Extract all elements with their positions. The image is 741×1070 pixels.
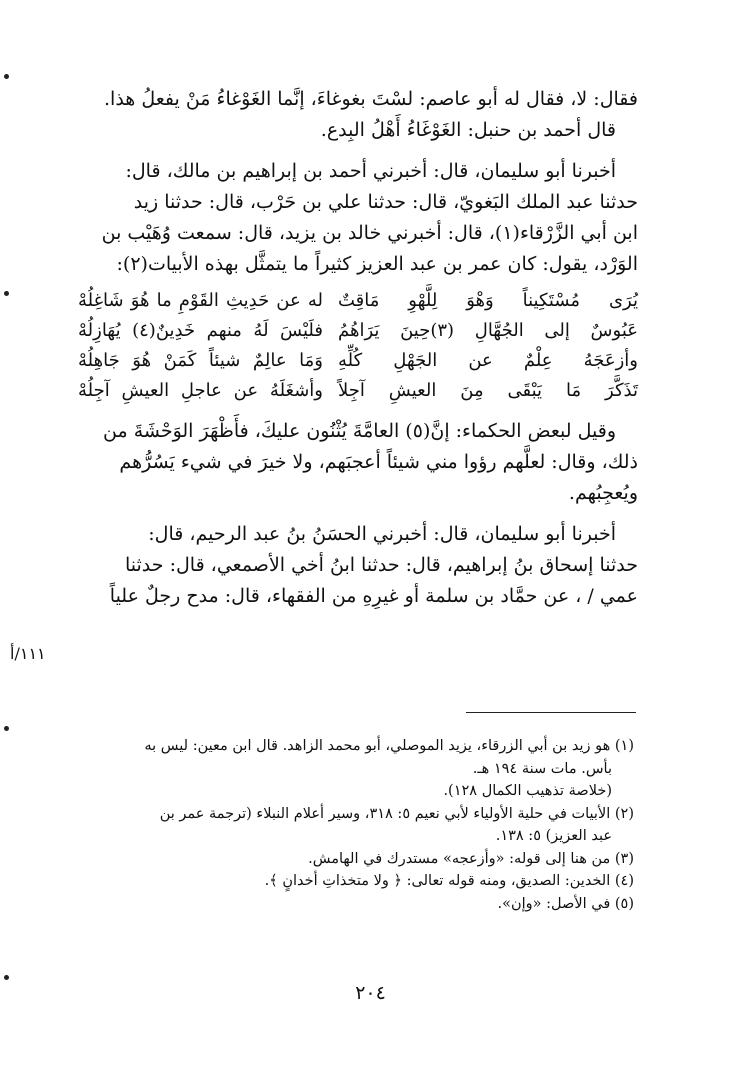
text-line: حدثنا إسحاق بنُ إبراهيم، قال: حدثنا ابنُ أخي الأصمعي، قال: حدثنا <box>125 554 638 576</box>
footnote-text: بأس. مات سنة ١٩٤ هـ. <box>472 760 612 777</box>
text-line: ابن أبي الزَّرْقاء(١)، قال: أخبرني خالد بن يزيد، قال: سمعت وُهَيْب بن <box>101 222 638 244</box>
footnotes <box>74 735 634 915</box>
text-line: أخبرنا أبو سليمان، قال: أخبرني أحمد بن إبراهيم بن مالك، قال: <box>125 160 616 182</box>
footnote-text: (١) هو زيد بن أبي الزرقاء، يزيد الموصلي، أبو محمد الزاهد. قال ابن معين: ليس به <box>144 738 634 754</box>
manuscript-folio-reference: ١١١/أ <box>10 644 46 663</box>
verse-line <box>78 376 638 406</box>
footnote-text: (٢) الأبيات في حلية الأولياء لأبي نعيم ٥: ٣١٨، وسير أعلام النبلاء (ترجمة عمر بن <box>159 805 634 822</box>
footnote-text: عبد العزيز) ٥: ١٣٨. <box>495 828 612 844</box>
margin-dot <box>4 975 9 980</box>
page-number: ٢٠٤ <box>355 982 386 1004</box>
footnote-2 <box>74 803 634 848</box>
text-line: ذلك، وقال: لعلَّهم رؤوا مني شيئاً أعجبَهم، ولا خيرَ في شيء يَسُرُّهم <box>119 451 638 473</box>
margin-dot <box>4 291 9 296</box>
footnote-text: (٤) الخدين: الصديق، ومنه قوله تعالى: ﴿ ولا متخذاتِ أخدانٍ ﴾. <box>264 873 634 889</box>
verse-line <box>78 346 638 376</box>
footnote-text: (خلاصة تذهيب الكمال ١٢٨). <box>443 783 612 799</box>
margin-dot <box>4 726 9 731</box>
text-line: عمي / ، عن حمَّاد بن سلمة أو غيرِهِ من الفقهاء، قال: مدح رجلٌ علياً <box>109 585 638 607</box>
verse-hemistich: يُرَى مُسْتَكِيناً وَهْوَ لِلَّهْوِ مَاقِتٌ <box>338 290 638 311</box>
footnote-1 <box>74 735 634 803</box>
margin-dot <box>4 74 9 79</box>
verse-hemistich: فلَيْسَ لَهُ منهم خَدِينٌ(٤) يُهَازِلُهْ <box>78 320 323 341</box>
text-line: الوَرْد، يقول: كان عمر بن عبد العزيز كثيراً ما يتمثَّل بهذه الأبيات(٢): <box>116 253 638 275</box>
footnote-divider <box>466 712 636 713</box>
verse-line <box>78 316 638 346</box>
text-line: وقيل لبعض الحكماء: إنَّ(٥) العامَّةَ يُثْنُون عليكَ، فأَظْهَرَ الوَحْشَةَ من <box>103 420 616 442</box>
footnote-4 <box>74 870 634 893</box>
footnote-3 <box>74 848 634 871</box>
text-line: ويُعجِبُهم. <box>568 482 638 504</box>
text-line: قال أحمد بن حنبل: الغَوْغَاءُ أَهْلُ البِدع. <box>320 119 616 141</box>
verse-hemistich: عَبُوسٌ إلى الجُهَّالِ (٣)حِينَ يَرَاهُمُ <box>338 320 638 341</box>
footnote-text: (٥) في الأصل: «وإن». <box>497 895 634 912</box>
verse-hemistich: له عن حَدِيثِ القَوْمِ ما هُوَ شَاغِلُهْ <box>78 290 323 311</box>
footnote-5 <box>74 893 634 916</box>
verse-line <box>78 286 638 316</box>
text-line: فقال: لا، فقال له أبو عاصم: لسْتَ بغوغاءَ، إنَّما الغَوْغاءُ مَنْ يفعلُ هذا. <box>104 88 638 110</box>
text-line: حدثنا عبد الملك البَغويّ، قال: حدثنا علي بن حَرْب، قال: حدثنا زيد <box>133 191 638 213</box>
main-text <box>78 84 638 612</box>
text-line: أخبرنا أبو سليمان، قال: أخبرني الحسَنُ بنُ عبد الرحيم، قال: <box>148 523 616 545</box>
verse-hemistich: تَذَكَّرَ مَا يَبْقَى مِنَ العيشِ آجِلاً <box>338 380 638 401</box>
verse-hemistich: وَمَا عالِمٌ شيئاً كَمَنْ هُوَ جَاهِلُهْ <box>78 350 323 371</box>
poem <box>78 286 638 406</box>
verse-hemistich: وأزعَجَهُ عِلْمٌ عن الجَهْلِ كُلِّهِ <box>338 350 638 371</box>
verse-hemistich: وأشغَلَهُ عن عاجلِ العيشِ آجِلُهْ <box>78 380 323 401</box>
footnote-text: (٣) من هنا إلى قوله: «وأزعجه» مستدرك في الهامش. <box>308 850 634 867</box>
